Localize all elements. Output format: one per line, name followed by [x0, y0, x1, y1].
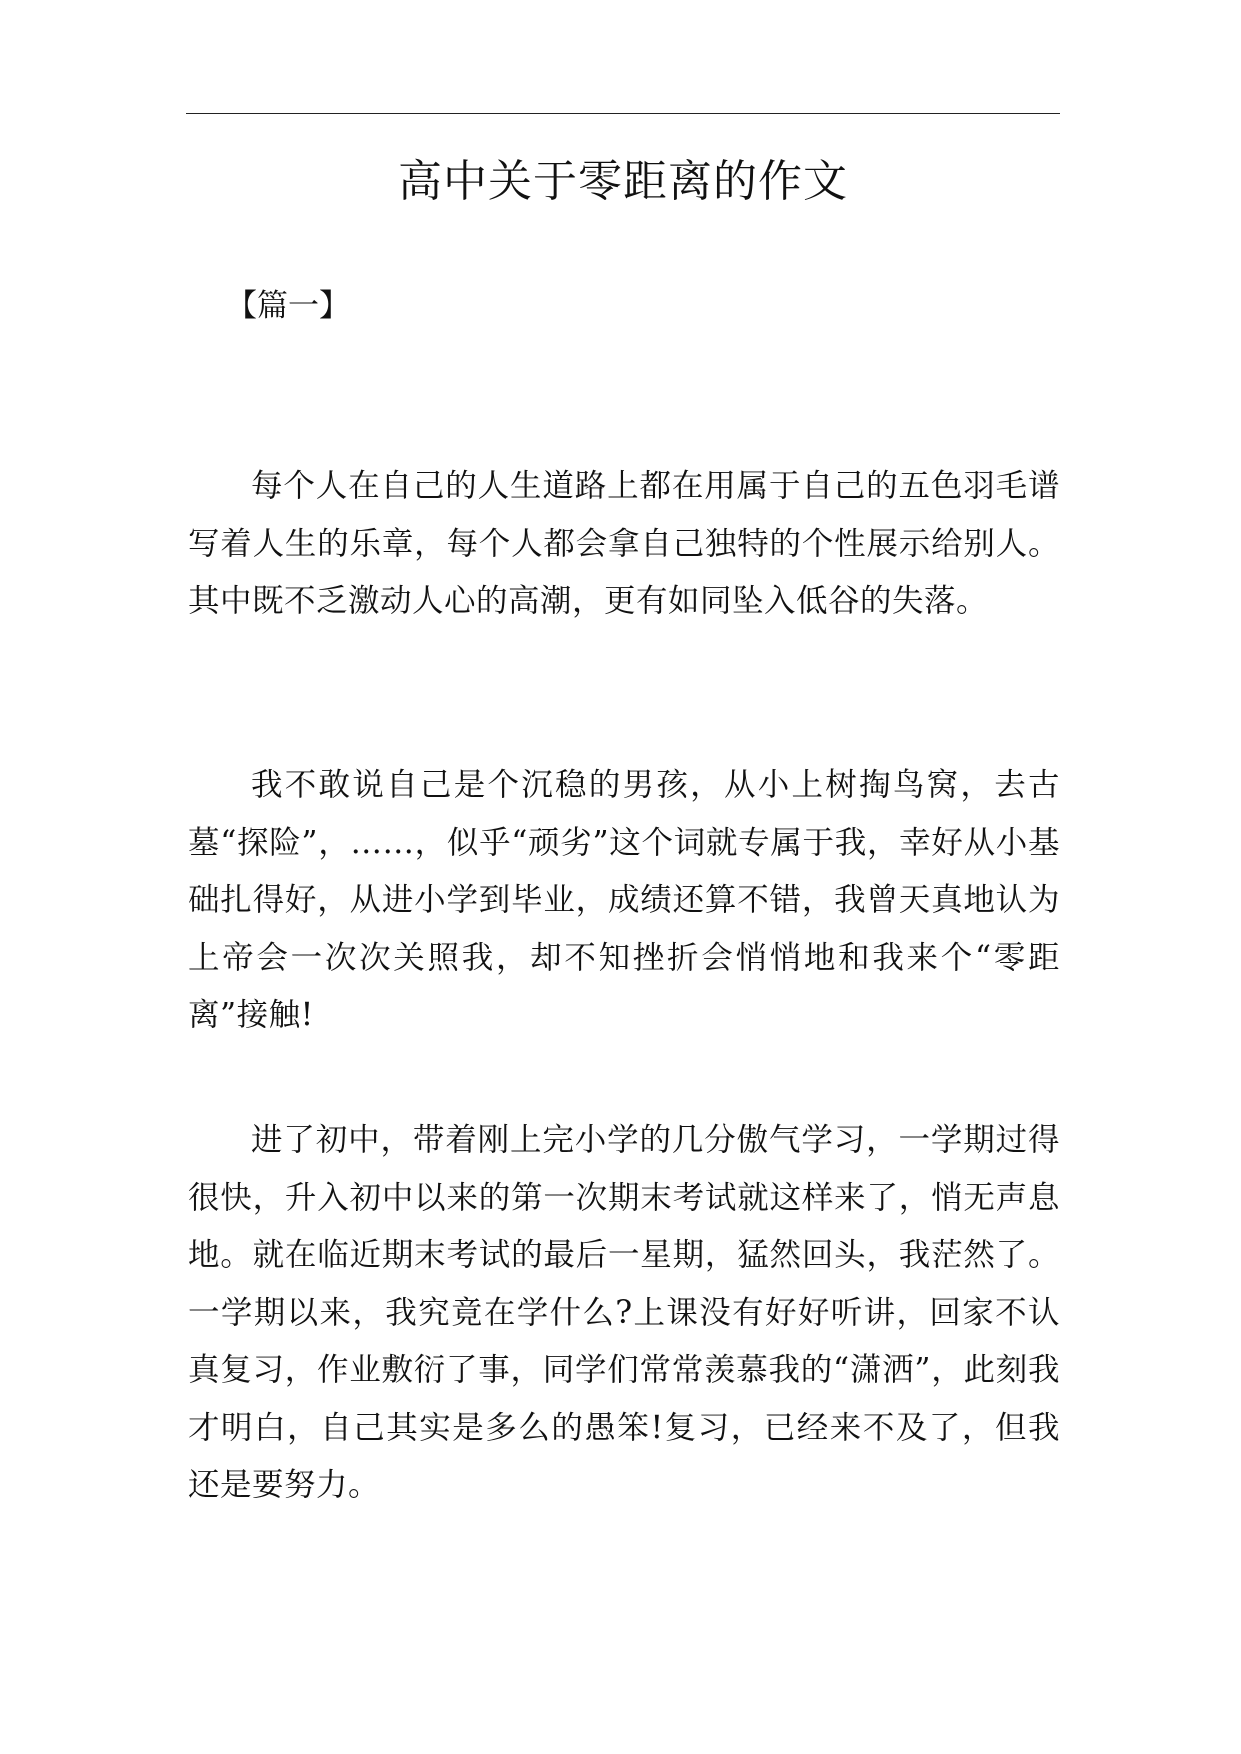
- paragraph-2: 我不敢说自己是个沉稳的男孩，从小上树掏鸟窝，去古墓“探险”，……，似乎“顽劣”这个词就专属于我，幸好从小基础扎得好，从进小学到毕业，成绩还算不错，我曾天真地认为上帝会一次次关照我，却不知挫折会悄悄地和我来个“零距离”接触!: [188, 767, 1060, 1033]
- paragraph-1: 每个人在自己的人生道路上都在用属于自己的五色羽毛谱写着人生的乐章，每个人都会拿自己独特的个性展示给别人。其中既不乏激动人心的高潮，更有如同坠入低谷的失落。: [188, 468, 1060, 619]
- paragraph-3: 进了初中，带着刚上完小学的几分傲气学习，一学期过得很快，升入初中以来的第一次期末考试就这样来了，悄无声息地。就在临近期末考试的最后一星期，猛然回头，我茫然了。一学期以来，我究竟在学什么?上课没有好好听讲，回家不认真复习，作业敷衍了事，同学们常常羡慕我的“潇洒”，此刻我才明白，自己其实是多么的愚笨!复习，已经来不及了，但我还是要努力。: [188, 1122, 1060, 1503]
- section-label: 【篇一】: [226, 288, 350, 324]
- header-rule: [186, 113, 1060, 114]
- document-title: 高中关于零距离的作文: [398, 156, 848, 207]
